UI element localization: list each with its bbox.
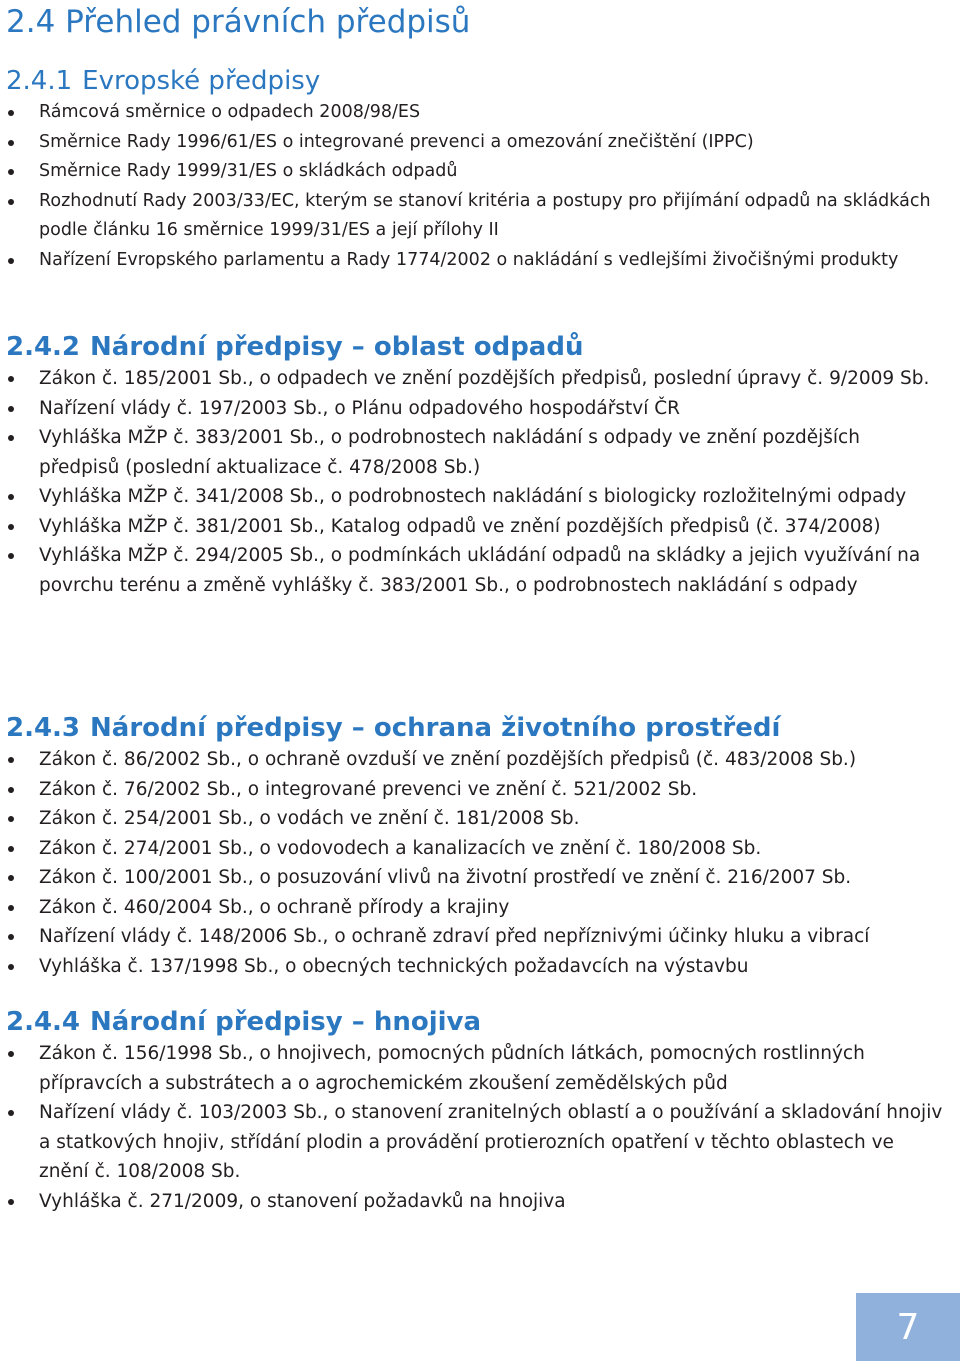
list-item: Vyhláška č. 137/1998 Sb., o obecných technických požadavcích na výstavbu — [6, 952, 946, 982]
list-item: Směrnice Rady 1996/61/ES o integrované prevenci a omezování znečištění (IPPC) — [6, 128, 946, 158]
list-item: Vyhláška MŽP č. 341/2008 Sb., o podrobnostech nakládání s biologicky rozložitelnými odpady — [6, 482, 946, 512]
section-number: 2.4.1 — [6, 66, 73, 96]
page-number: 7 — [856, 1293, 960, 1361]
section-heading — [6, 711, 946, 745]
list-item: Rámcová směrnice o odpadech 2008/98/ES — [6, 98, 946, 128]
regulation-list — [6, 745, 946, 981]
list-item: Nařízení vlády č. 103/2003 Sb., o stanovení zranitelných oblastí a o používání a skladování hnojiv a statkových hnojiv, střídání plodin a provádění protierozních opatření v těchto oblastech ve znění č. 108/2008 Sb. — [6, 1098, 946, 1187]
list-item: Zákon č. 460/2004 Sb., o ochraně přírody a krajiny — [6, 893, 946, 923]
regulation-list — [6, 1039, 946, 1216]
section-heading — [6, 64, 946, 98]
section-heading — [6, 330, 946, 364]
section-national-fertilizers — [6, 1005, 946, 1216]
list-item: Vyhláška MŽP č. 383/2001 Sb., o podrobnostech nakládání s odpady ve znění pozdějších předpisů (poslední aktualizace č. 478/2008 Sb.) — [6, 423, 946, 482]
list-item: Zákon č. 86/2002 Sb., o ochraně ovzduší ve znění pozdějších předpisů (č. 483/2008 Sb.) — [6, 745, 946, 775]
list-item: Zákon č. 185/2001 Sb., o odpadech ve znění pozdějších předpisů, poslední úpravy č. 9/2009 Sb. — [6, 364, 946, 394]
list-item: Zákon č. 254/2001 Sb., o vodách ve znění č. 181/2008 Sb. — [6, 804, 946, 834]
regulation-list — [6, 364, 946, 600]
list-item: Zákon č. 100/2001 Sb., o posuzování vlivů na životní prostředí ve znění č. 216/2007 Sb. — [6, 863, 946, 893]
regulation-list — [6, 98, 946, 275]
list-item: Zákon č. 274/2001 Sb., o vodovodech a kanalizacích ve znění č. 180/2008 Sb. — [6, 834, 946, 864]
list-item: Vyhláška MŽP č. 381/2001 Sb., Katalog odpadů ve znění pozdějších předpisů (č. 374/2008) — [6, 512, 946, 542]
section-title: Národní předpisy – hnojiva — [90, 1007, 482, 1037]
list-item: Zákon č. 76/2002 Sb., o integrované prevenci ve znění č. 521/2002 Sb. — [6, 775, 946, 805]
list-item: Směrnice Rady 1999/31/ES o skládkách odpadů — [6, 157, 946, 187]
list-item: Nařízení vlády č. 197/2003 Sb., o Plánu odpadového hospodářství ČR — [6, 394, 946, 424]
section-title: Národní předpisy – oblast odpadů — [90, 332, 584, 362]
section-title: Evropské předpisy — [82, 66, 321, 96]
section-title: Národní předpisy – ochrana životního prostředí — [90, 713, 781, 743]
list-item: Nařízení vlády č. 148/2006 Sb., o ochraně zdraví před nepříznivými účinky hluku a vibrací — [6, 922, 946, 952]
section-number: 2.4.2 — [6, 332, 81, 362]
list-item: Vyhláška č. 271/2009, o stanovení požadavků na hnojiva — [6, 1187, 946, 1217]
section-number: 2.4.3 — [6, 713, 81, 743]
list-item: Rozhodnutí Rady 2003/33/EC, kterým se stanoví kritéria a postupy pro přijímání odpadů na skládkách podle článku 16 směrnice 1999/31/ES a její přílohy II — [6, 187, 946, 246]
section-number: 2.4.4 — [6, 1007, 81, 1037]
page-title: 2.4 Přehled právních předpisů — [6, 4, 471, 40]
list-item: Vyhláška MŽP č. 294/2005 Sb., o podmínkách ukládání odpadů na skládky a jejich využívání na povrchu terénu a změně vyhlášky č. 383/2001 Sb., o podrobnostech nakládání s odpady — [6, 541, 946, 600]
section-national-environment — [6, 711, 946, 981]
section-european-regulations — [6, 64, 946, 275]
section-heading — [6, 1005, 946, 1039]
list-item: Zákon č. 156/1998 Sb., o hnojivech, pomocných půdních látkách, pomocných rostlinných přípravcích a substrátech a o agrochemickém zkoušení zemědělských půd — [6, 1039, 946, 1098]
section-national-waste — [6, 330, 946, 600]
list-item: Nařízení Evropského parlamentu a Rady 1774/2002 o nakládání s vedlejšími živočišnými produkty — [6, 246, 946, 276]
